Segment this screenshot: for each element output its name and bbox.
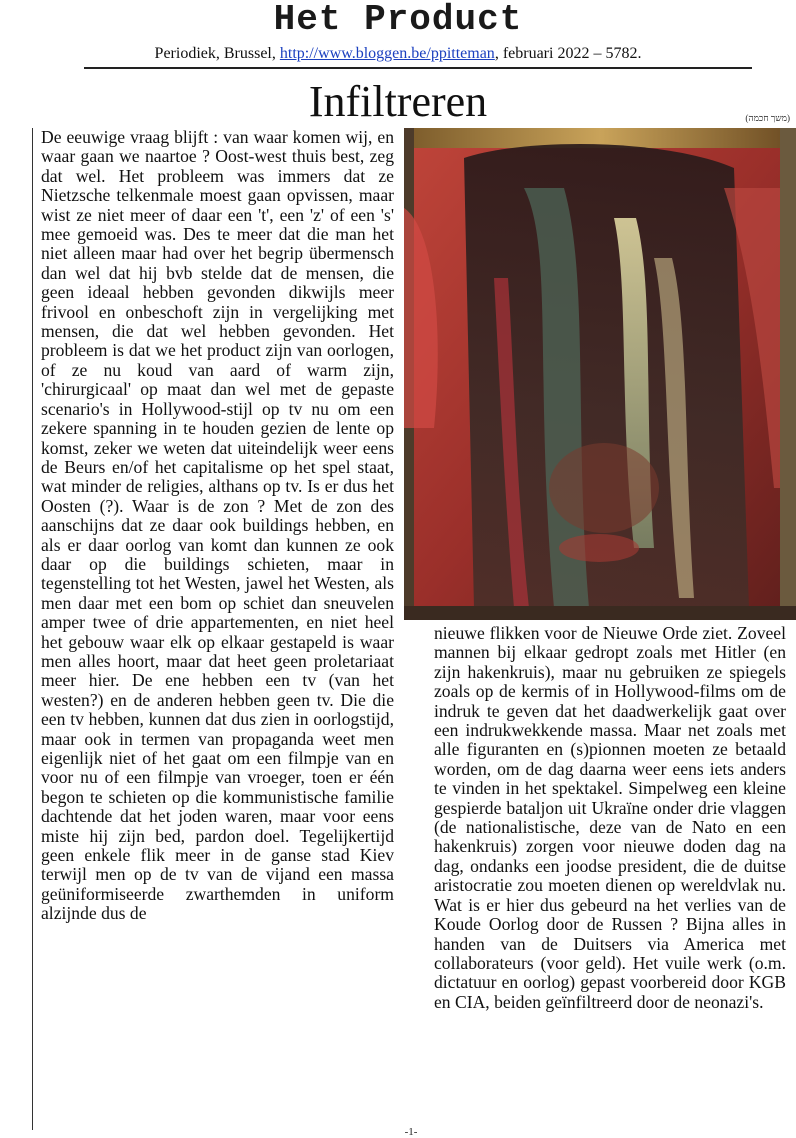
article-right-column <box>434 624 786 1124</box>
page-number: -1- <box>404 1126 418 1138</box>
painting-image <box>404 128 796 620</box>
hebrew-note: (משך חכמה) <box>745 113 790 123</box>
article-left-column <box>41 128 394 1128</box>
article-headline: Infiltreren <box>308 77 488 126</box>
masthead-divider <box>84 67 752 69</box>
masthead-title: Het Product <box>273 0 523 40</box>
masthead-subline <box>0 44 796 64</box>
column-border <box>32 128 33 1130</box>
right-column-text: nieuwe flikken voor de Nieuwe Orde ziet. Zoveel mannen bij elkaar gedropt zoals met Hitler (en zijn hakenkruis), maar nu gebruiken ze spiegels zoals op de kermis of in Hollywood-films om de indruk te geven dat het daadwerkelijk gaat over een indrukwekkende massa. Maar net zoals met alle figuranten en (s)pionnen moeten ze betaald worden, om de dag daarna weer eens iets anders te vinden in het spektakel. Simpelweg een kleine gespierde bataljon uit Ukraïne onder drie vlaggen (de nationalistische, deze van de Nato en een hakenkruis) zorgen voor nieuwe doden dag na dag, ondanks een joodse president, die de duitse aristocratie zou moeten dienen op wereldvlak nu. Wat is er hier dus gebeurd na het verlies van de Koude Oorlog door de Russen ? Bijna alles in handen van de Duitsers via America met collaborateurs (voor geld). Het vuile werk (o.m. dictatuur en oorlog) gepast voorbereid door KGB en CIA, beiden geïnfiltreerd door de neonazi's. <box>434 623 786 1012</box>
blog-link[interactable]: http://www.bloggen.be/ppitteman <box>279 45 495 62</box>
subline-prefix: Periodiek, Brussel, <box>154 45 280 62</box>
left-column-text: De eeuwige vraag blijft : van waar komen wij, en waar gaan we naartoe ? Oost-west thuis best, zeg dat wel. Het probleem was immers dat ze Nietzsche telkenmale moest gaan opvissen, maar wist ze niet meer of daar een 't', een 'z' of een 's' mee gemoeid was. Des te meer dat die man het niet alleen maar had over het begrip übermensch dan wel dat hij bvb stelde dat de mensen, die geen ideaal hebben gevonden dikwijls meer frivool en onbeschoft zijn in vergelijking met mensen, die dat wel hebben gevonden. Het probleem is dat we het product zijn van oorlogen, of ze nu koud van aard of warm zijn, 'chirurgicaal' op maat dan wel met de gepaste scenario's in Hollywood-stijl op tv nu om een zekere spanning in te houden gezien de lente op komst, zeker we weten dat uiteindelijk weer eens de Beurs en/of het capitalisme op het spel staat, wat minder de religies, althans op tv. Is er dus het Oosten (?). Waar is de zon ? Met de zon des aanschijns dat ze daar ook buildings hebben, en als er daar oorlog van komt dan kunnen ze ook daar op die buildings schieten, maar in tegenstelling tot het Westen, jawel het Westen, als men daar met een bom op schiet dan sneuvelen amper twee of drie appartementen, en niet heel het gebouw waar elk op elkaar gestapeld is waar men alles hoort, maar dat heet geen proletariaat meer hier. De ene hebben een tv (van het westen?) en de anderen hebben geen tv. Die die een tv hebben, kunnen dat dus zien in oorlogstijd, maar ook in termen van propaganda weet men eigenlijk niet of het gaat om een filmpje van en voor nu of een filmpje van vroeger, toen er één begon te schieten op die kommunistische familie dachtende dat het joden waren, maar voor eens miste hij zijn bed, pardon doel. Tegelijkertijd geen enkele flik meer in de ganse stad Kiev terwijl men op de tv van de vijand een massa geüniformiseerde zwarthemden in uniform alzijnde dus de <box>41 127 394 924</box>
subline-suffix: , februari 2022 – 5782. <box>494 45 642 62</box>
